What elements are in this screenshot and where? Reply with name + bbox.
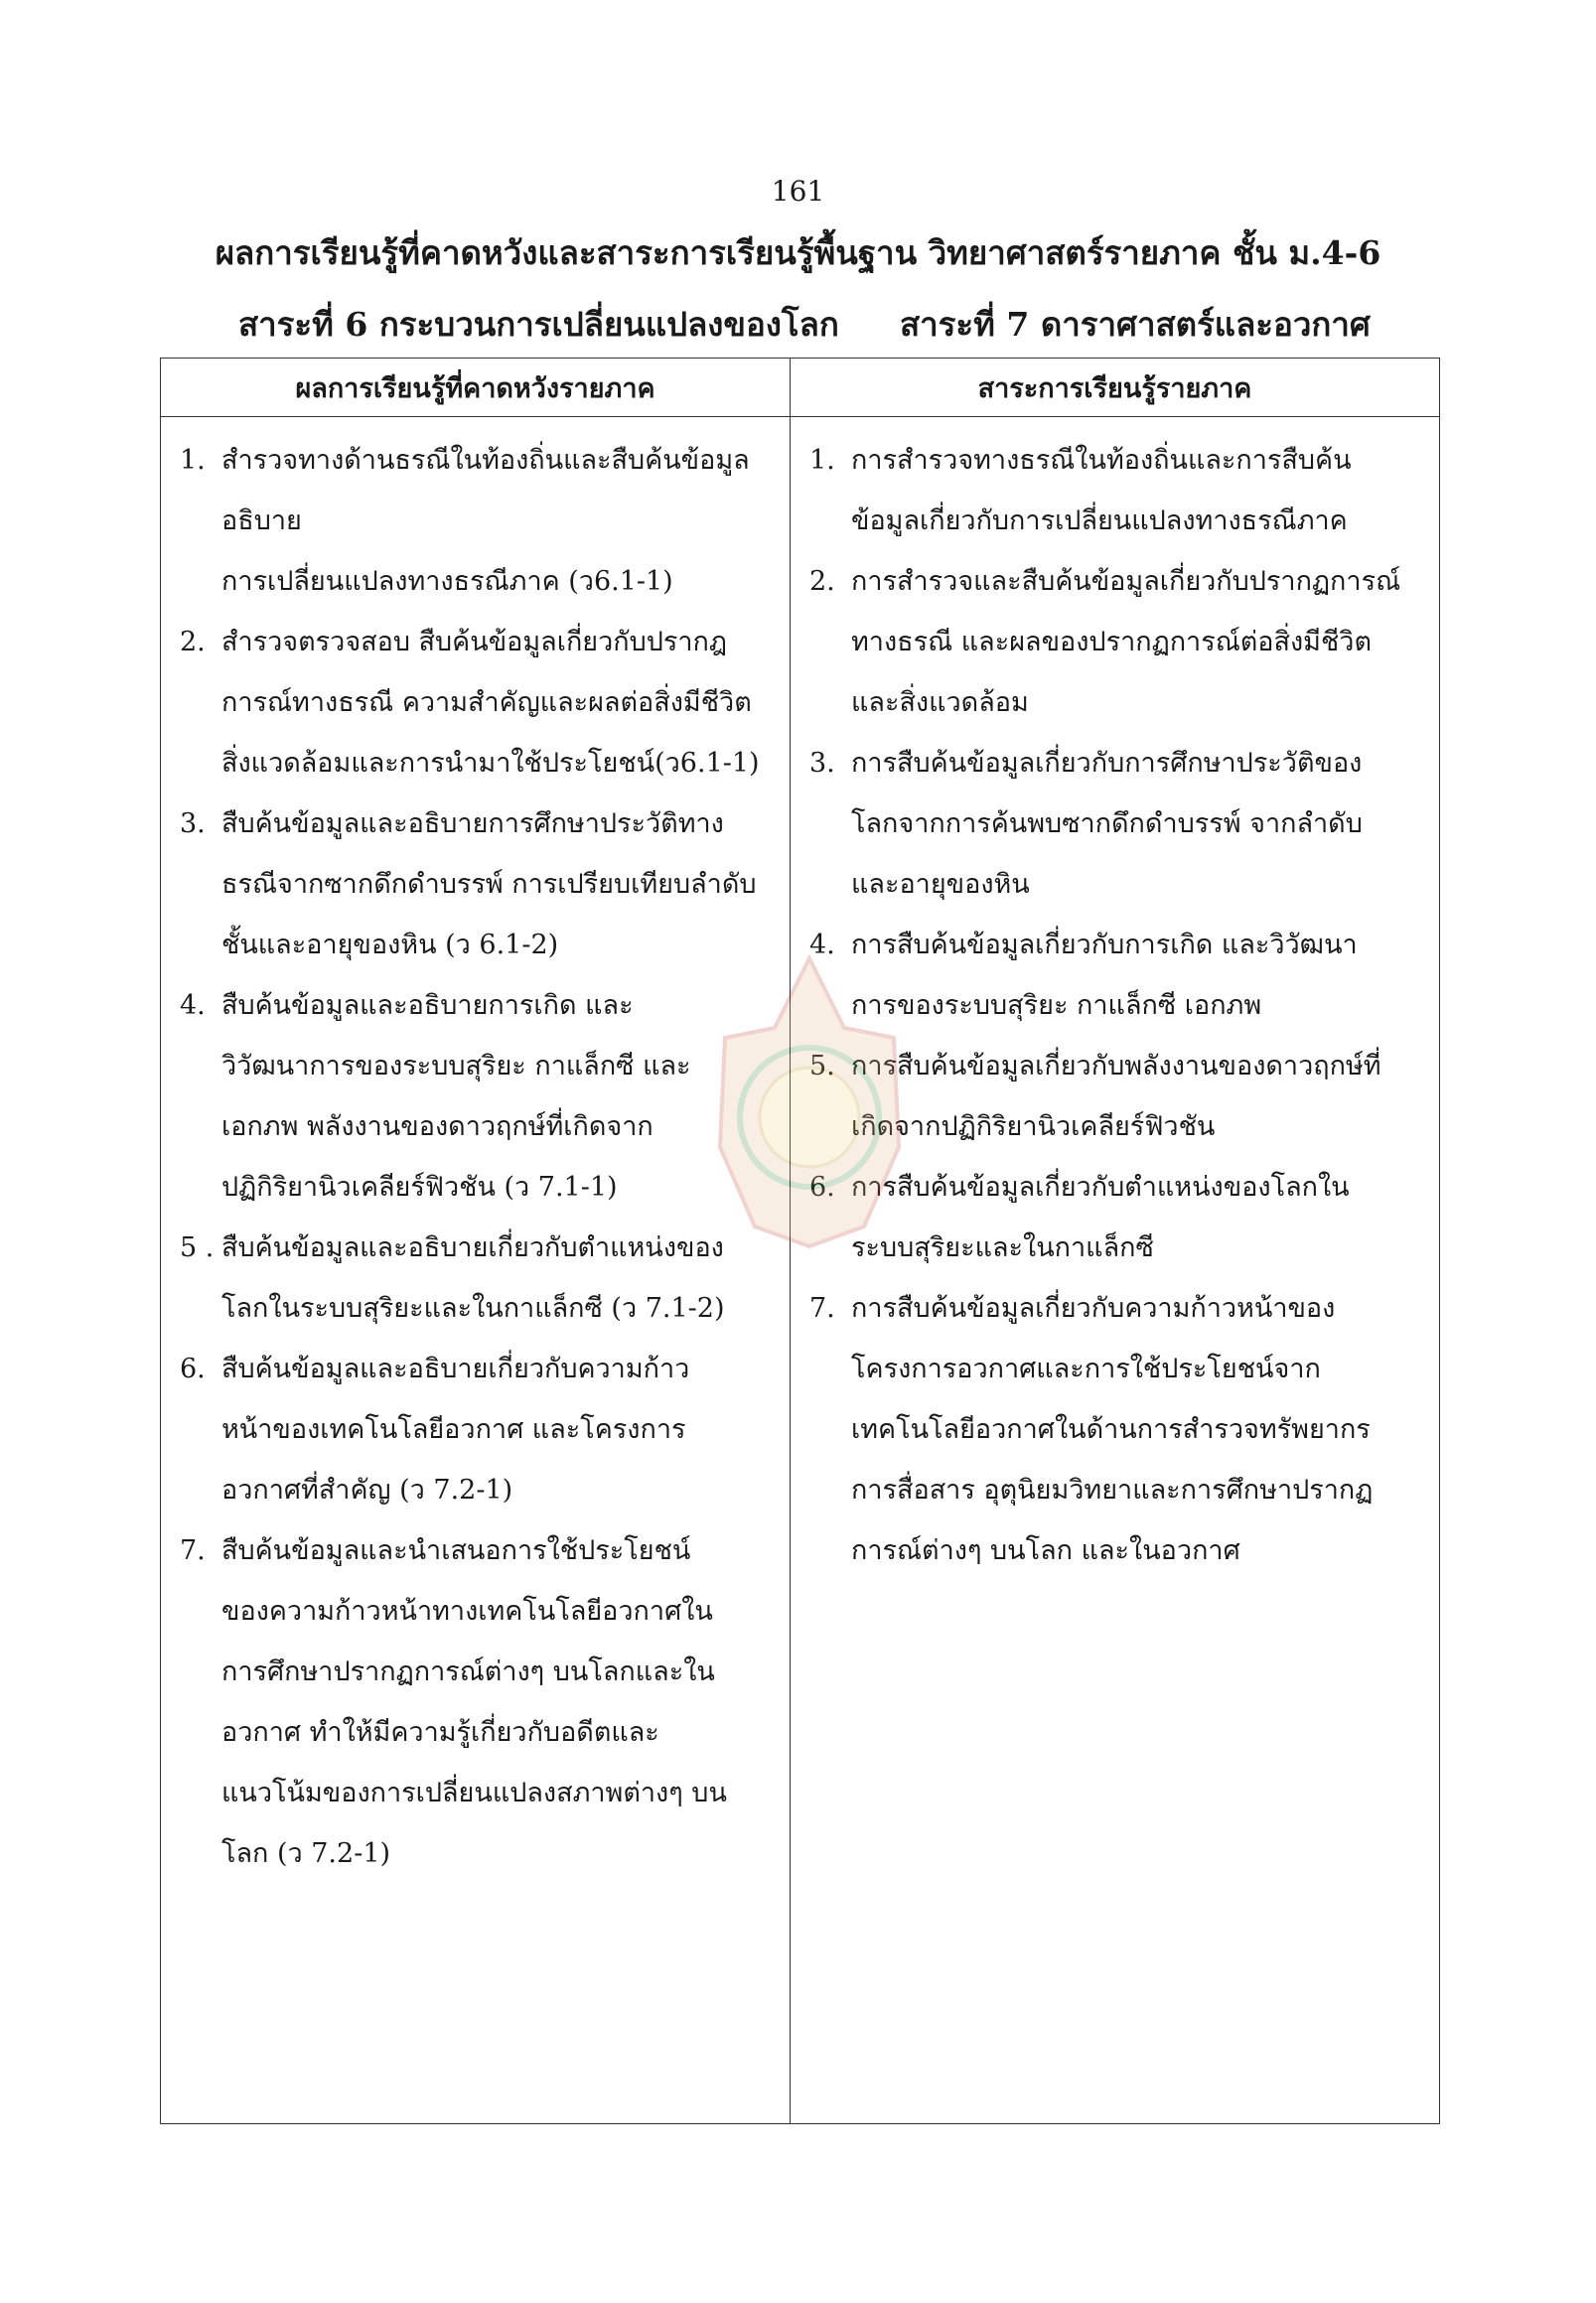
right-item-line: การสื่อสาร อุตุนิยมวิทยาและการศึกษาปรากฏ bbox=[851, 1475, 1374, 1506]
right-item-line: โลกจากการค้นพบซากดึกดำบรรพ์ จากลำดับ bbox=[851, 808, 1363, 839]
right-item bbox=[803, 915, 1426, 1036]
left-item-number: 3. bbox=[180, 808, 206, 839]
left-item-line: หน้าของเทคโนโลยีอวกาศ และโครงการ bbox=[221, 1414, 686, 1445]
left-item-line: อวกาศที่สำคัญ (ว 7.2-1) bbox=[221, 1475, 513, 1506]
left-item-line: ธรณีจากซากดึกดำบรรพ์ การเปรียบเทียบลำดับ bbox=[221, 869, 757, 900]
left-item-number: 7. bbox=[180, 1535, 206, 1566]
left-item-line: อวกาศ ทำให้มีความรู้เกี่ยวกับอดีตและ bbox=[221, 1717, 659, 1748]
right-item-line: และอายุของหิน bbox=[851, 869, 1030, 900]
left-item-line: สืบค้นข้อมูลและอธิบายเกี่ยวกับความก้าว bbox=[221, 1354, 690, 1384]
right-item-line: การสำรวจทางธรณีในท้องถิ่นและการสืบค้น bbox=[851, 445, 1352, 476]
table-header-row bbox=[161, 359, 1440, 417]
right-item-number: 5. bbox=[809, 1051, 835, 1081]
left-item-line: สำรวจทางด้านธรณีในท้องถิ่นและสืบค้นข้อมูล อธิบาย bbox=[221, 445, 750, 536]
right-item-number: 7. bbox=[809, 1293, 835, 1324]
left-item-line: โลก (ว 7.2-1) bbox=[221, 1838, 391, 1869]
left-item-number: 1. bbox=[180, 445, 206, 476]
page-title: ผลการเรียนรู้ที่คาดหวังและสาระการเรียนรู้พื้นฐาน วิทยาศาสตร์รายภาค ชั้น ม.4-6 bbox=[215, 233, 1381, 272]
left-item bbox=[174, 975, 777, 1218]
page-number: 161 bbox=[771, 175, 825, 208]
header-learning-outcomes: ผลการเรียนรู้ที่คาดหวังรายภาค bbox=[161, 359, 791, 417]
subtitle bbox=[238, 298, 1430, 351]
left-item-number: 6. bbox=[180, 1354, 206, 1384]
right-item-line: การสืบค้นข้อมูลเกี่ยวกับพลังงานของดาวฤกษ์ที่ bbox=[851, 1051, 1381, 1081]
header-learning-content: สาระการเรียนรู้รายภาค bbox=[791, 359, 1440, 417]
right-item bbox=[803, 551, 1426, 733]
right-item bbox=[803, 1278, 1426, 1581]
right-item-line: เกิดจากปฏิกิริยานิวเคลียร์ฟิวชัน bbox=[851, 1111, 1216, 1142]
right-item bbox=[803, 430, 1426, 551]
subtitle-strand-7: สาระที่ 7 ดาราศาสตร์และอวกาศ bbox=[900, 305, 1371, 344]
learning-outcomes-list bbox=[162, 418, 789, 1884]
right-item-number: 3. bbox=[809, 748, 835, 779]
subtitle-strand-6: สาระที่ 6 กระบวนการเปลี่ยนแปลงของโลก bbox=[238, 305, 839, 344]
right-item-line: การสำรวจและสืบค้นข้อมูลเกี่ยวกับปรากฏการณ์ bbox=[851, 566, 1401, 597]
curriculum-table bbox=[160, 358, 1440, 2124]
left-item-line: ชั้นและอายุของหิน (ว 6.1-2) bbox=[221, 930, 559, 960]
right-item-line: การสืบค้นข้อมูลเกี่ยวกับการเกิด และวิวัฒนา bbox=[851, 930, 1358, 960]
left-item-line: ปฏิกิริยานิวเคลียร์ฟิวชัน (ว 7.1-1) bbox=[221, 1172, 618, 1203]
left-item-line: สืบค้นข้อมูลและอธิบายการเกิด และ bbox=[221, 990, 634, 1021]
left-item-line: แนวโน้มของการเปลี่ยนแปลงสภาพต่างๆ บน bbox=[221, 1778, 727, 1808]
left-item bbox=[174, 430, 777, 612]
right-item-line: และสิ่งแวดล้อม bbox=[851, 687, 1029, 718]
left-item-line: การศึกษาปรากฏการณ์ต่างๆ บนโลกและใน bbox=[221, 1656, 715, 1687]
right-item-line: ทางธรณี และผลของปรากฏการณ์ต่อสิ่งมีชีวิต bbox=[851, 627, 1372, 657]
right-item-line: ข้อมูลเกี่ยวกับการเปลี่ยนแปลงทางธรณีภาค bbox=[851, 505, 1348, 536]
left-item-line: การณ์ทางธรณี ความสำคัญและผลต่อสิ่งมีชีวิต bbox=[221, 687, 752, 718]
left-item-line: เอกภพ พลังงานของดาวฤกษ์ที่เกิดจาก bbox=[221, 1111, 653, 1142]
left-item-line: สืบค้นข้อมูลและอธิบายการศึกษาประวัติทาง bbox=[221, 808, 724, 839]
learning-outcomes-cell bbox=[161, 417, 791, 2124]
left-item-line: การเปลี่ยนแปลงทางธรณีภาค (ว6.1-1) bbox=[221, 566, 673, 597]
right-item-line: การสืบค้นข้อมูลเกี่ยวกับการศึกษาประวัติของ bbox=[851, 748, 1363, 779]
left-item bbox=[174, 1520, 777, 1884]
right-item-line: การสืบค้นข้อมูลเกี่ยวกับตำแหน่งของโลกใน bbox=[851, 1172, 1350, 1203]
learning-content-cell bbox=[791, 417, 1440, 2124]
right-item-line: ระบบสุริยะและในกาแล็กซี bbox=[851, 1232, 1154, 1263]
left-item-line: สำรวจตรวจสอบ สืบค้นข้อมูลเกี่ยวกับปรากฎ bbox=[221, 627, 728, 657]
right-item-line: การณ์ต่างๆ บนโลก และในอวกาศ bbox=[851, 1535, 1240, 1566]
left-item-line: ของความก้าวหน้าทางเทคโนโลยีอวกาศใน bbox=[221, 1596, 713, 1627]
right-item-number: 1. bbox=[809, 445, 835, 476]
left-item bbox=[174, 793, 777, 975]
left-item-line: วิวัฒนาการของระบบสุริยะ กาแล็กซี และ bbox=[221, 1051, 691, 1081]
right-item-number: 4. bbox=[809, 930, 835, 960]
left-item-line: โลกในระบบสุริยะและในกาแล็กซี (ว 7.1-2) bbox=[221, 1293, 725, 1324]
right-item bbox=[803, 1036, 1426, 1157]
right-item-line: เทคโนโลยีอวกาศในด้านการสำรวจทรัพยากร bbox=[851, 1414, 1371, 1445]
right-item bbox=[803, 733, 1426, 915]
right-item bbox=[803, 1157, 1426, 1278]
left-item bbox=[174, 1339, 777, 1520]
table-body-row bbox=[161, 417, 1440, 2124]
right-item-number: 2. bbox=[809, 566, 835, 597]
right-item-line: การของระบบสุริยะ กาแล็กซี เอกภพ bbox=[851, 990, 1262, 1021]
left-item-line: สืบค้นข้อมูลและอธิบายเกี่ยวกับตำแหน่งของ bbox=[221, 1232, 724, 1263]
right-item-number: 6. bbox=[809, 1172, 835, 1203]
left-item-line: สิ่งแวดล้อมและการนำมาใช้ประโยชน์(ว6.1-1) bbox=[221, 748, 760, 779]
left-item-line: สืบค้นข้อมูลและนำเสนอการใช้ประโยชน์ bbox=[221, 1535, 691, 1566]
right-item-line: การสืบค้นข้อมูลเกี่ยวกับความก้าวหน้าของ bbox=[851, 1293, 1336, 1324]
learning-content-list bbox=[792, 418, 1438, 1581]
left-item-number: 5 . bbox=[180, 1232, 215, 1263]
left-item bbox=[174, 612, 777, 793]
left-item-number: 4. bbox=[180, 990, 206, 1021]
left-item bbox=[174, 1218, 777, 1339]
right-item-line: โครงการอวกาศและการใช้ประโยชน์จาก bbox=[851, 1354, 1321, 1384]
left-item-number: 2. bbox=[180, 627, 206, 657]
